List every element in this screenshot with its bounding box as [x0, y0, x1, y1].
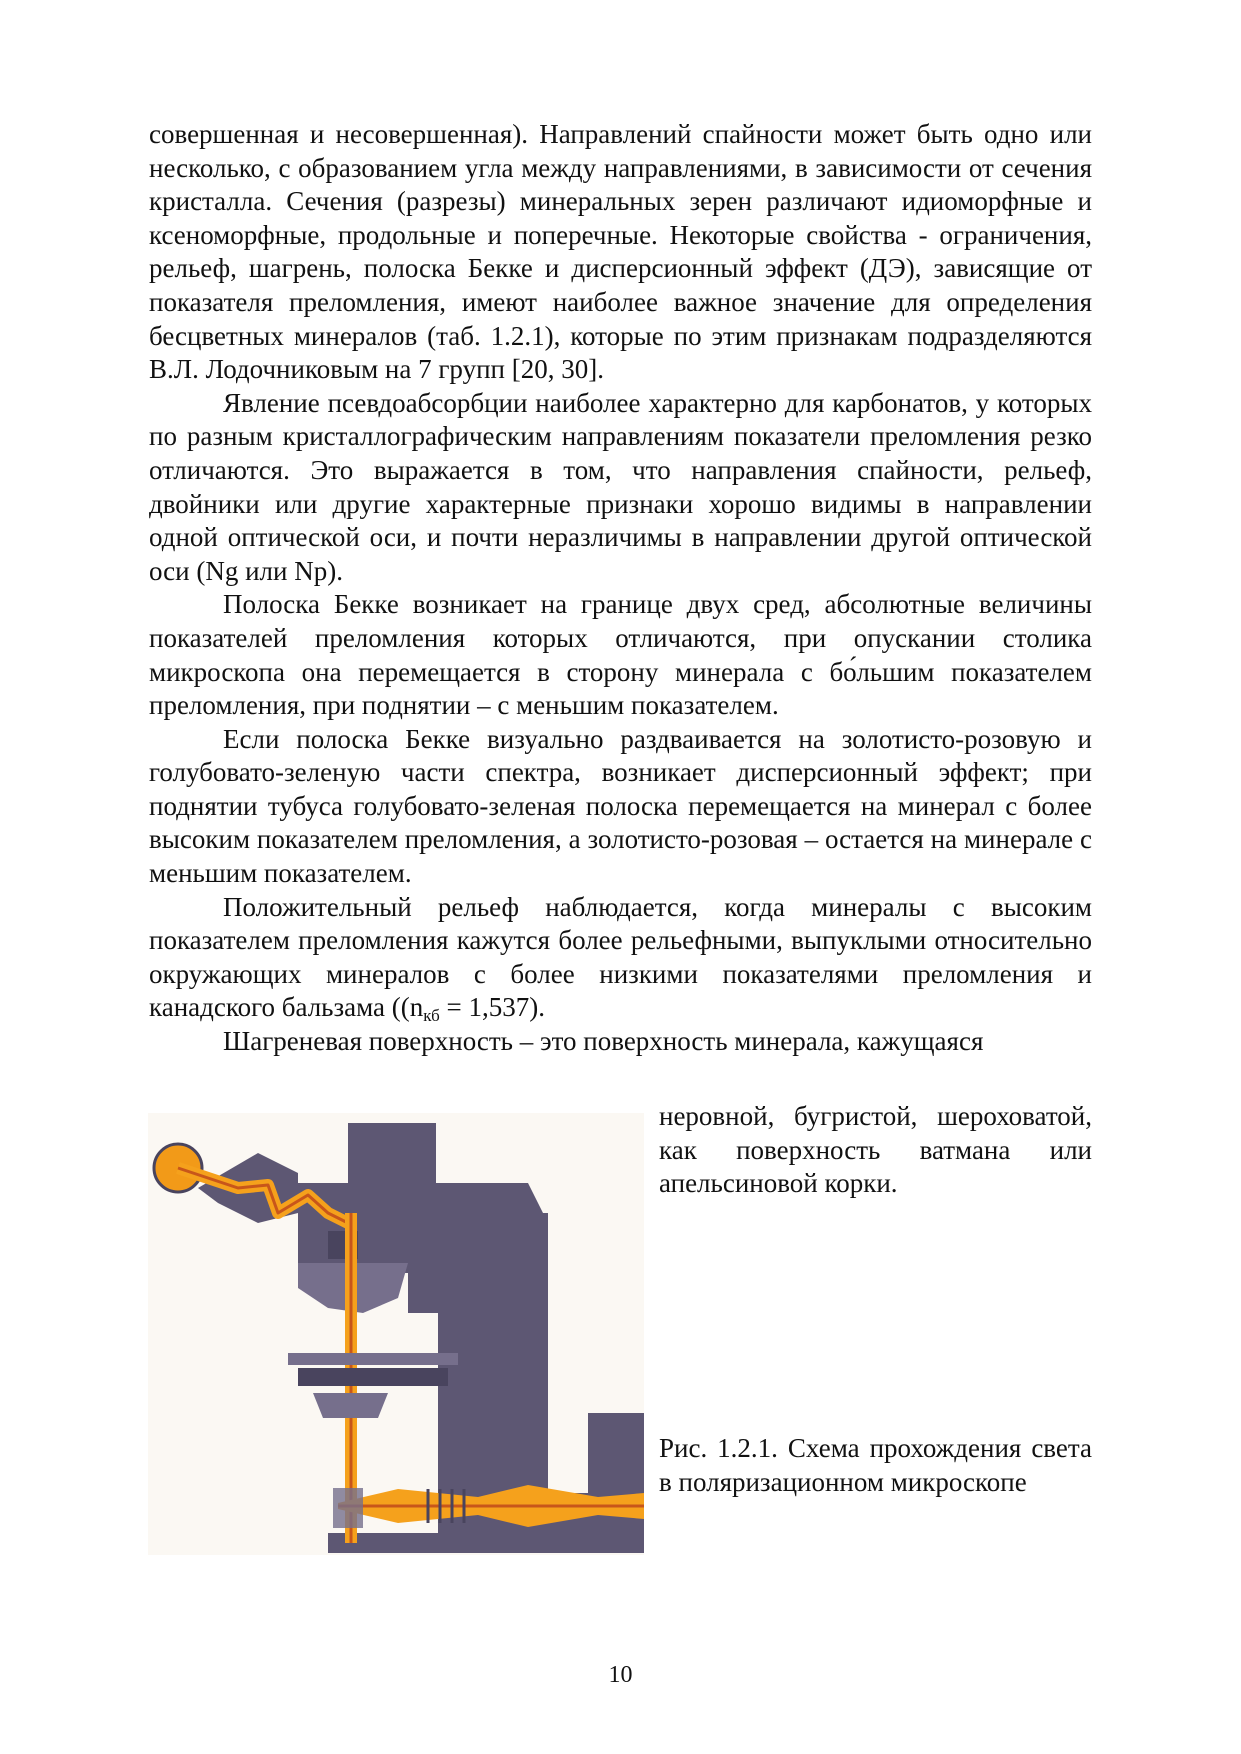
microscope-column: [488, 1213, 548, 1513]
main-text: [149, 118, 1092, 1059]
paragraph-4: Если полоска Бекке визуально раздваивается на золотисто-розовую и голубовато-зеленую части спектра, возникает дисперсионный эффект; при поднятии тубуса голубовато-зеленая полоска перемещается на минерал с более высоким показателем преломления, а золотисто-розовая – остается на минерале с меньшим показателем.: [149, 723, 1092, 889]
figure-caption-block: [659, 1432, 1092, 1499]
microscope-head-top: [348, 1123, 436, 1185]
paragraph-6-continuation: неровной, бугристой, шероховатой, как поверхность ватмана или апельсиновой корки.: [659, 1101, 1092, 1199]
page-number: 10: [608, 1662, 633, 1688]
microscope-base-right: [588, 1413, 644, 1503]
paragraph-6-continuation-block: [659, 1100, 1092, 1201]
paragraph-5-subscript: кб: [423, 1006, 440, 1026]
condenser: [313, 1393, 388, 1418]
microscope-figure: [148, 1113, 644, 1555]
figure-caption: Рис. 1.2.1. Схема прохождения света в поляризационном микроскопе: [659, 1433, 1092, 1497]
polarizing-microscope-diagram: [148, 1113, 644, 1555]
paragraph-1: совершенная и несовершенная). Направлений спайности может быть одно или несколько, с образованием угла между направлениями, в зависимости от сечения кристалла. Сечения (разрезы) минеральных зерен различают идиоморфные и ксеноморфные, продольные и поперечные. Некоторые свойства - ограничения, рельеф, шагрень, полоска Бекке и дисперсионный эффект (ДЭ), зависящие от показателя преломления, имеют наиболее важное значение для определения бесцветных минералов (таб. 1.2.1), которые по этим признакам подразделяются В.Л. Лодочниковым на 7 групп [20, 30].: [149, 119, 1092, 385]
paragraph-5-tail: = 1,537).: [439, 992, 545, 1023]
microscope-stage: [288, 1353, 458, 1365]
paragraph-2: Явление псевдоабсорбции наиболее характерно для карбонатов, у которых по разным кристаллографическим направлениям показатели преломления резко отличаются. Это выражается в том, что направления спайности, рельеф, двойники или другие характерные признаки хорошо видимы в направлении одной оптической оси, и почти неразличимы в направлении другой оптической оси (Ng или Np).: [149, 387, 1092, 586]
stage-holder: [298, 1368, 448, 1386]
paragraph-5-text: Положительный рельеф наблюдается, когда минералы с высоким показателем преломления кажутся более рельефными, выпуклыми относительно окружающих минералов с более низкими показателями преломления и канадского бальзама ((n: [149, 891, 1092, 1023]
paragraph-6-first-line: Шагреневая поверхность – это поверхность минерала, кажущаяся: [223, 1026, 984, 1057]
paragraph-5: [149, 891, 1092, 1025]
paragraph-3: Полоска Бекке возникает на границе двух сред, абсолютные величины показателей преломления которых отличаются, при опускании столика микроскопа она перемещается в сторону минерала с бо́льшим показателем преломления, при поднятии – с меньшим показателем.: [149, 589, 1092, 721]
mirror: [333, 1488, 363, 1528]
